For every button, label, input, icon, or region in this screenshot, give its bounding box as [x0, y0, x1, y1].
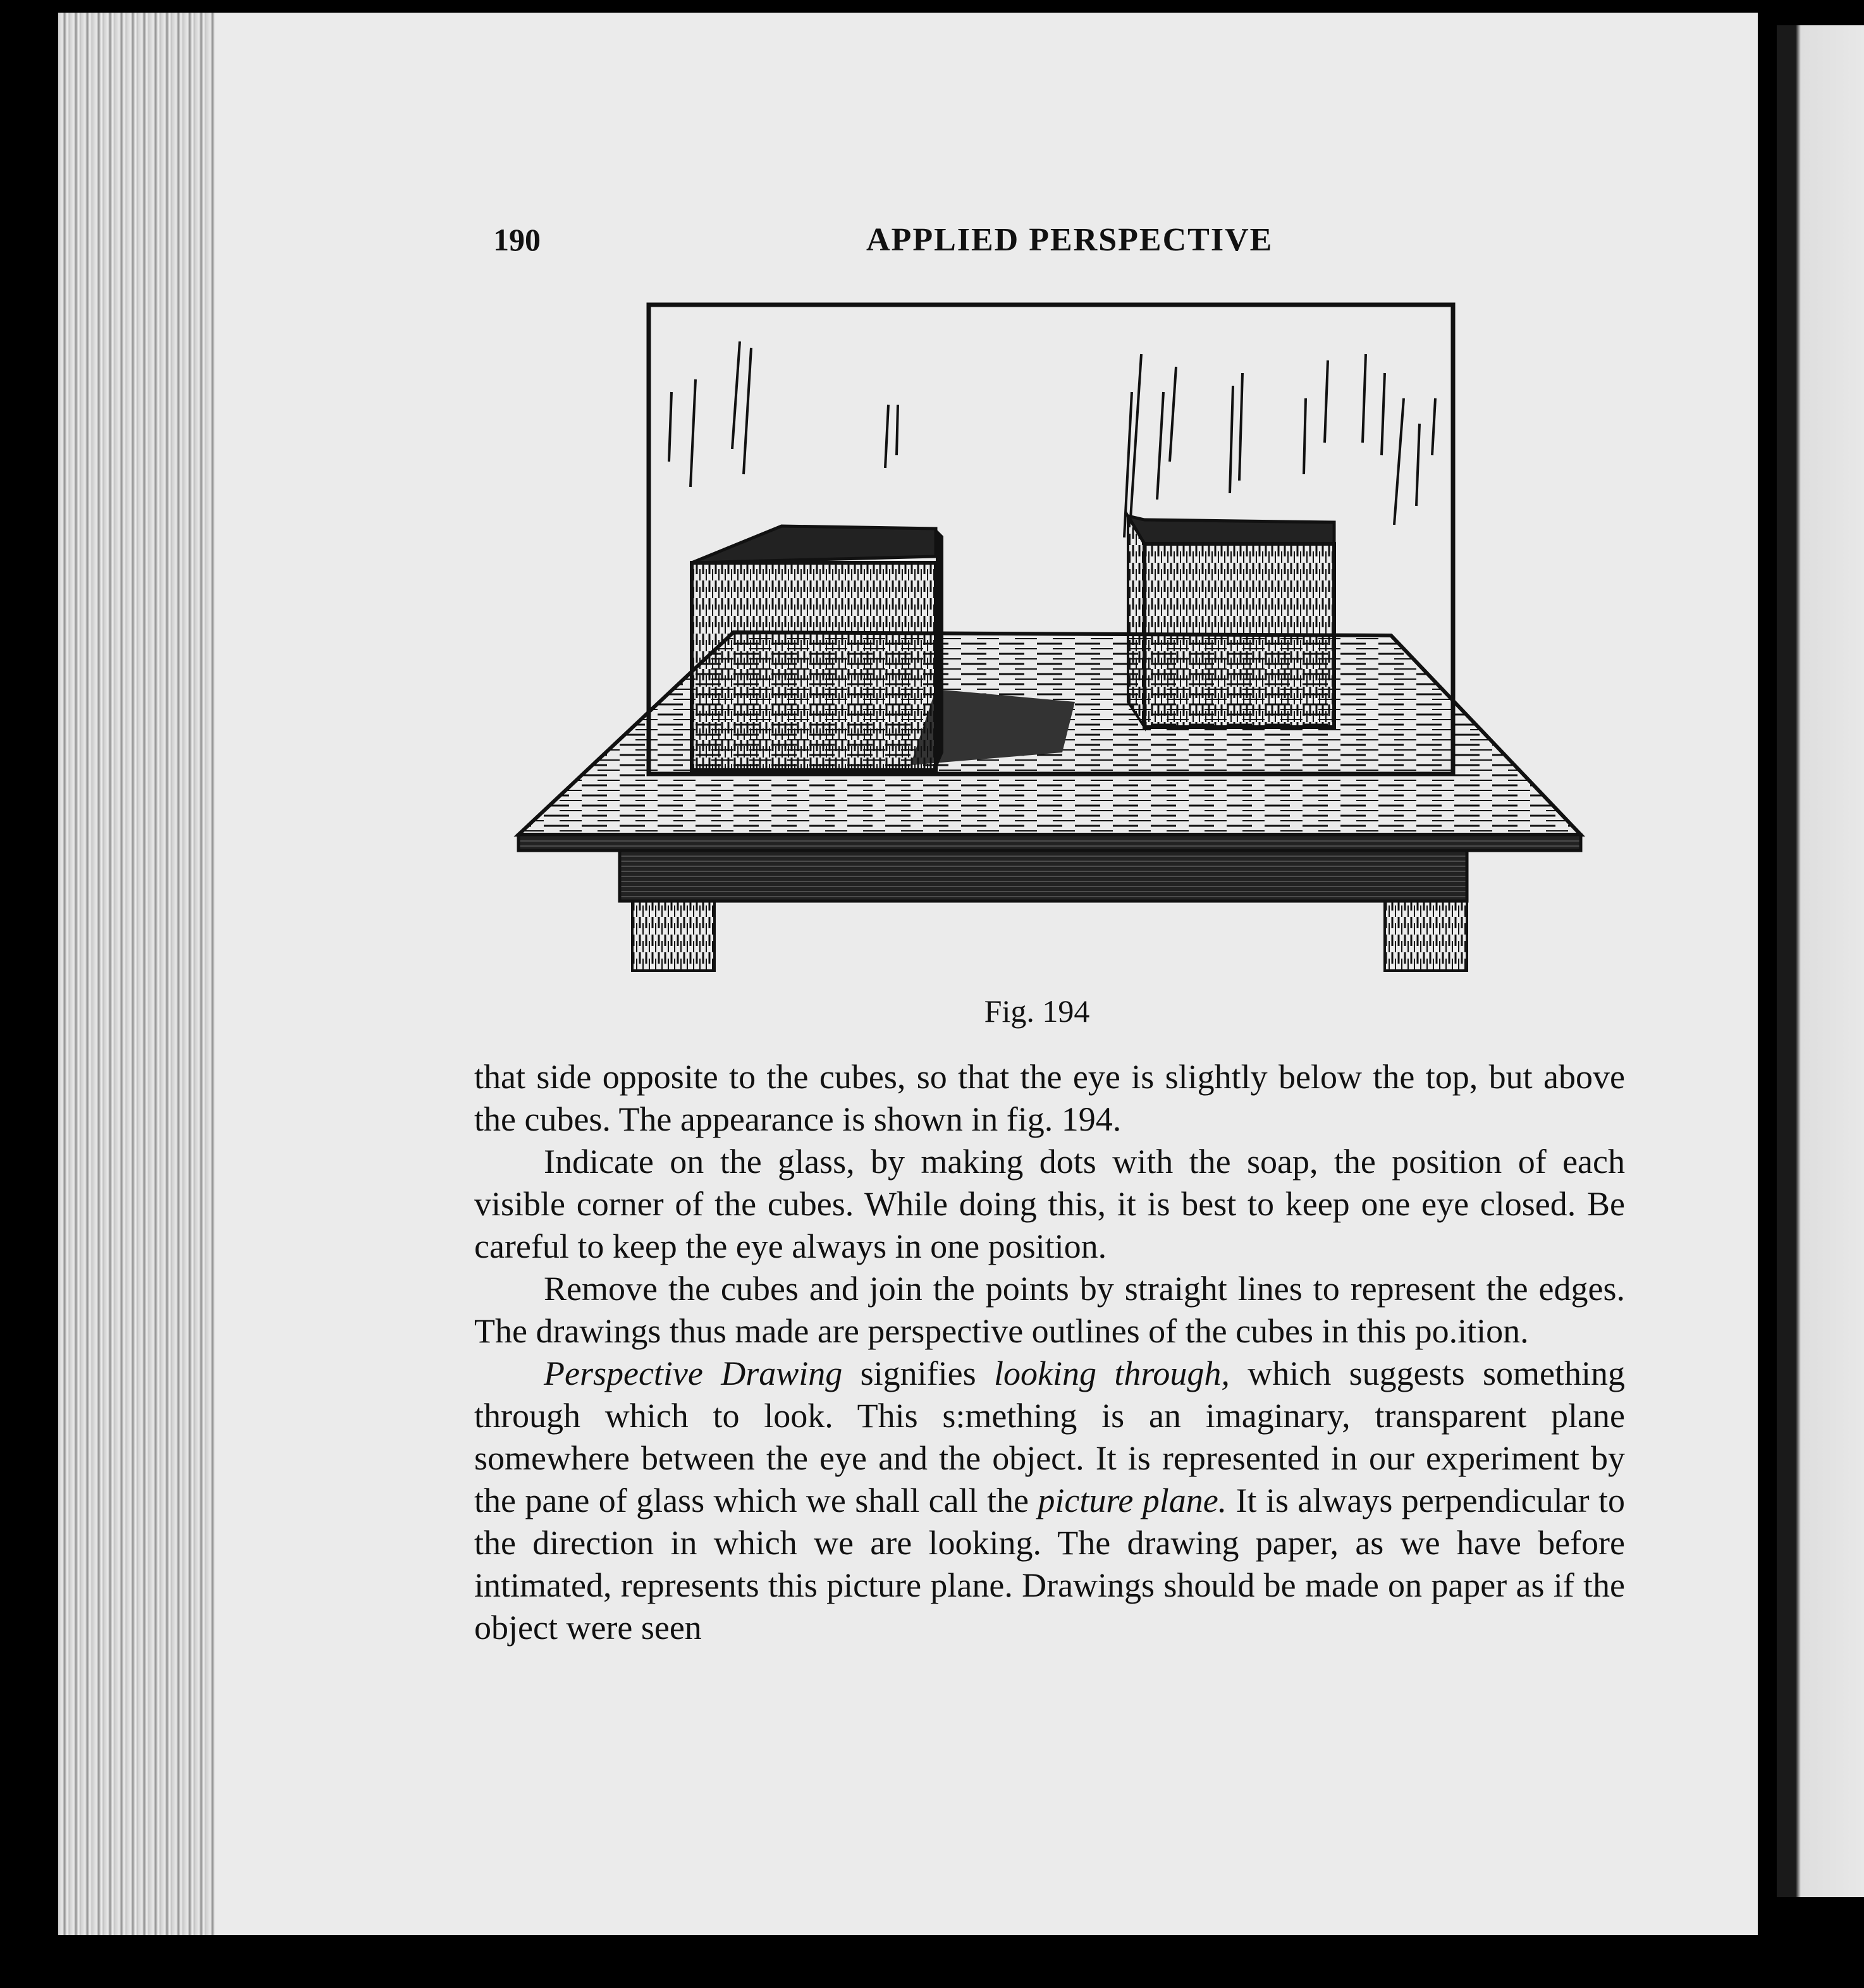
facing-page-edge	[1777, 25, 1864, 1897]
right-cube-side	[1128, 516, 1144, 727]
paragraph-4-text-a: signifies	[842, 1354, 994, 1392]
paragraph-1: that side opposite to the cubes, so that the eye is slightly below the top, but above the cubes. The appearance is shown in fig. 194.	[474, 1058, 1625, 1138]
table-leg-right	[1385, 901, 1467, 971]
right-cube-top	[1128, 516, 1334, 544]
paragraph-2: Indicate on the glass, by making dots with the soap, the position of each visible corner of the cubes. While doing this, it is best to keep one eye closed. Be careful to keep the eye always in one position.	[474, 1143, 1625, 1265]
paragraph-4	[474, 1353, 1625, 1649]
figure-caption: Fig. 194	[984, 993, 1090, 1029]
right-cube-front	[1144, 544, 1334, 727]
paragraph-4-text-b: which suggests something through which to look. This s:mething is an imaginary, transparent plane somewhere between the eye and the object. It is represented in our experiment by the pane of glass which we shall call the	[474, 1354, 1625, 1519]
paragraph-4-text-c: It is always perpendicular to the direction in which we are looking. The drawing paper, as we have before intimated, represents this picture plane. Drawings should be made on paper as if the object were seen	[474, 1482, 1625, 1647]
glass-reflection-marks	[669, 341, 1435, 537]
figure-illustration	[506, 297, 1606, 993]
term-picture-plane: picture plane.	[1038, 1482, 1227, 1519]
term-looking-through: looking through,	[994, 1354, 1230, 1392]
page-number: 190	[493, 222, 541, 257]
term-perspective-drawing: Perspective Drawing	[544, 1354, 843, 1392]
left-cube-side	[936, 529, 943, 770]
paragraph-3: Remove the cubes and join the points by straight lines to represent the edges. The drawings thus made are perspective outlines of the cubes in this po.ition.	[474, 1270, 1625, 1350]
table-leg-left	[632, 901, 714, 971]
table-front-edge	[518, 835, 1581, 850]
running-head: APPLIED PERSPECTIVE	[866, 222, 1273, 258]
table-apron	[620, 850, 1467, 901]
body-text	[474, 1056, 1625, 1649]
left-cube-top	[692, 526, 936, 563]
left-cube-front	[692, 563, 936, 770]
page-stack-edge	[58, 13, 229, 1935]
